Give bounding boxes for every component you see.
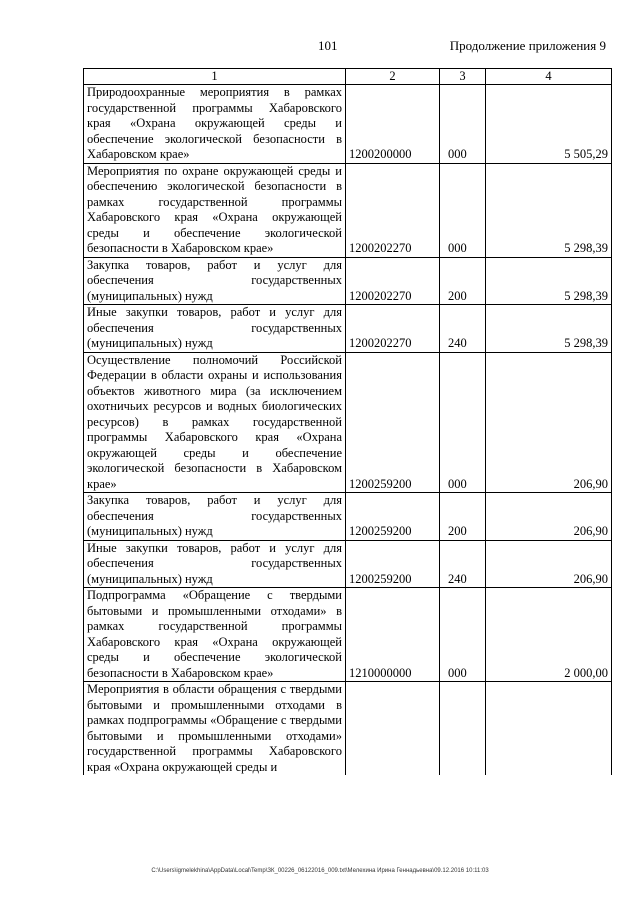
amount: 206,90: [486, 352, 612, 493]
expense-type: 240: [440, 305, 486, 353]
expense-type: 200: [440, 493, 486, 541]
budget-table: [83, 68, 612, 775]
column-header: 3: [440, 69, 486, 85]
table-row: [84, 540, 612, 588]
expense-type: 000: [440, 163, 486, 257]
expense-type: 200: [440, 257, 486, 305]
expense-type: 000: [440, 588, 486, 682]
row-description: Осуществление полномочий Российской Федерации в области охраны и использования объектов животного мира (за исключением охотничьих ресурсов и водных биологических ресурсов) в рамках государственной программы Хабаровского края «Охрана окружающей среды и обеспечение экологической безопасности в Хабаровском крае»: [84, 352, 346, 493]
expense-type: 000: [440, 85, 486, 164]
amount: 2 000,00: [486, 588, 612, 682]
target-code: 1200202270: [346, 305, 440, 353]
page-number: 101: [318, 38, 338, 53]
amount: [486, 682, 612, 776]
table-row: [84, 352, 612, 493]
column-header: 1: [84, 69, 346, 85]
amount: 5 298,39: [486, 257, 612, 305]
target-code: [346, 682, 440, 776]
table-row: [84, 257, 612, 305]
amount: 206,90: [486, 540, 612, 588]
target-code: 1200259200: [346, 493, 440, 541]
header-row: [84, 69, 612, 85]
table-row: [84, 85, 612, 164]
target-code: 1200200000: [346, 85, 440, 164]
expense-type: 000: [440, 352, 486, 493]
row-description: Закупка товаров, работ и услуг для обеспечения государственных (муниципальных) нужд: [84, 493, 346, 541]
row-description: Закупка товаров, работ и услуг для обеспечения государственных (муниципальных) нужд: [84, 257, 346, 305]
table-row-continued: [84, 682, 612, 776]
file-path-footer: C:\Users\igmelekhina\AppData\Local\Temp\ЗК_00226_06122016_009.txt\Мелехина Ирина Геннадьевна\09.12.2016 10:11:03: [151, 868, 489, 874]
row-description: Подпрограмма «Обращение с твердыми бытовыми и промышленными отходами» в рамках государственной программы Хабаровского края «Охрана окружающей среды и обеспечение экологической безопасности в Хабаровском крае»: [84, 588, 346, 682]
amount: 206,90: [486, 493, 612, 541]
row-description: Природоохранные мероприятия в рамках государственной программы Хабаровского края «Охрана окружающей среды и обеспечение экологической безопасности в Хабаровском крае»: [84, 85, 346, 164]
row-description: Иные закупки товаров, работ и услуг для обеспечения государственных (муниципальных) нужд: [84, 305, 346, 353]
row-description: Мероприятия по охране окружающей среды и обеспечению экологической безопасности в рамках государственной программы Хабаровского края «Охрана окружающей среды и обеспечение экологической безопасности в Хабаровском крае»: [84, 163, 346, 257]
table-row: [84, 305, 612, 353]
amount: 5 298,39: [486, 305, 612, 353]
target-code: 1210000000: [346, 588, 440, 682]
expense-type: 240: [440, 540, 486, 588]
expense-type: [440, 682, 486, 776]
row-description: Иные закупки товаров, работ и услуг для обеспечения государственных (муниципальных) нужд: [84, 540, 346, 588]
target-code: 1200202270: [346, 257, 440, 305]
target-code: 1200259200: [346, 540, 440, 588]
table-row: [84, 163, 612, 257]
amount: 5 298,39: [486, 163, 612, 257]
amount: 5 505,29: [486, 85, 612, 164]
column-header: 4: [486, 69, 612, 85]
target-code: 1200259200: [346, 352, 440, 493]
column-header: 2: [346, 69, 440, 85]
row-description: Мероприятия в области обращения с твердыми бытовыми и промышленными отходами в рамках подпрограммы «Обращение с твердыми бытовыми и промышленными отходами» государственной программы Хабаровского края «Охрана окружающей среды и: [84, 682, 346, 776]
appendix-title: Продолжение приложения 9: [449, 38, 606, 53]
table-row: [84, 493, 612, 541]
target-code: 1200202270: [346, 163, 440, 257]
table-row: [84, 588, 612, 682]
